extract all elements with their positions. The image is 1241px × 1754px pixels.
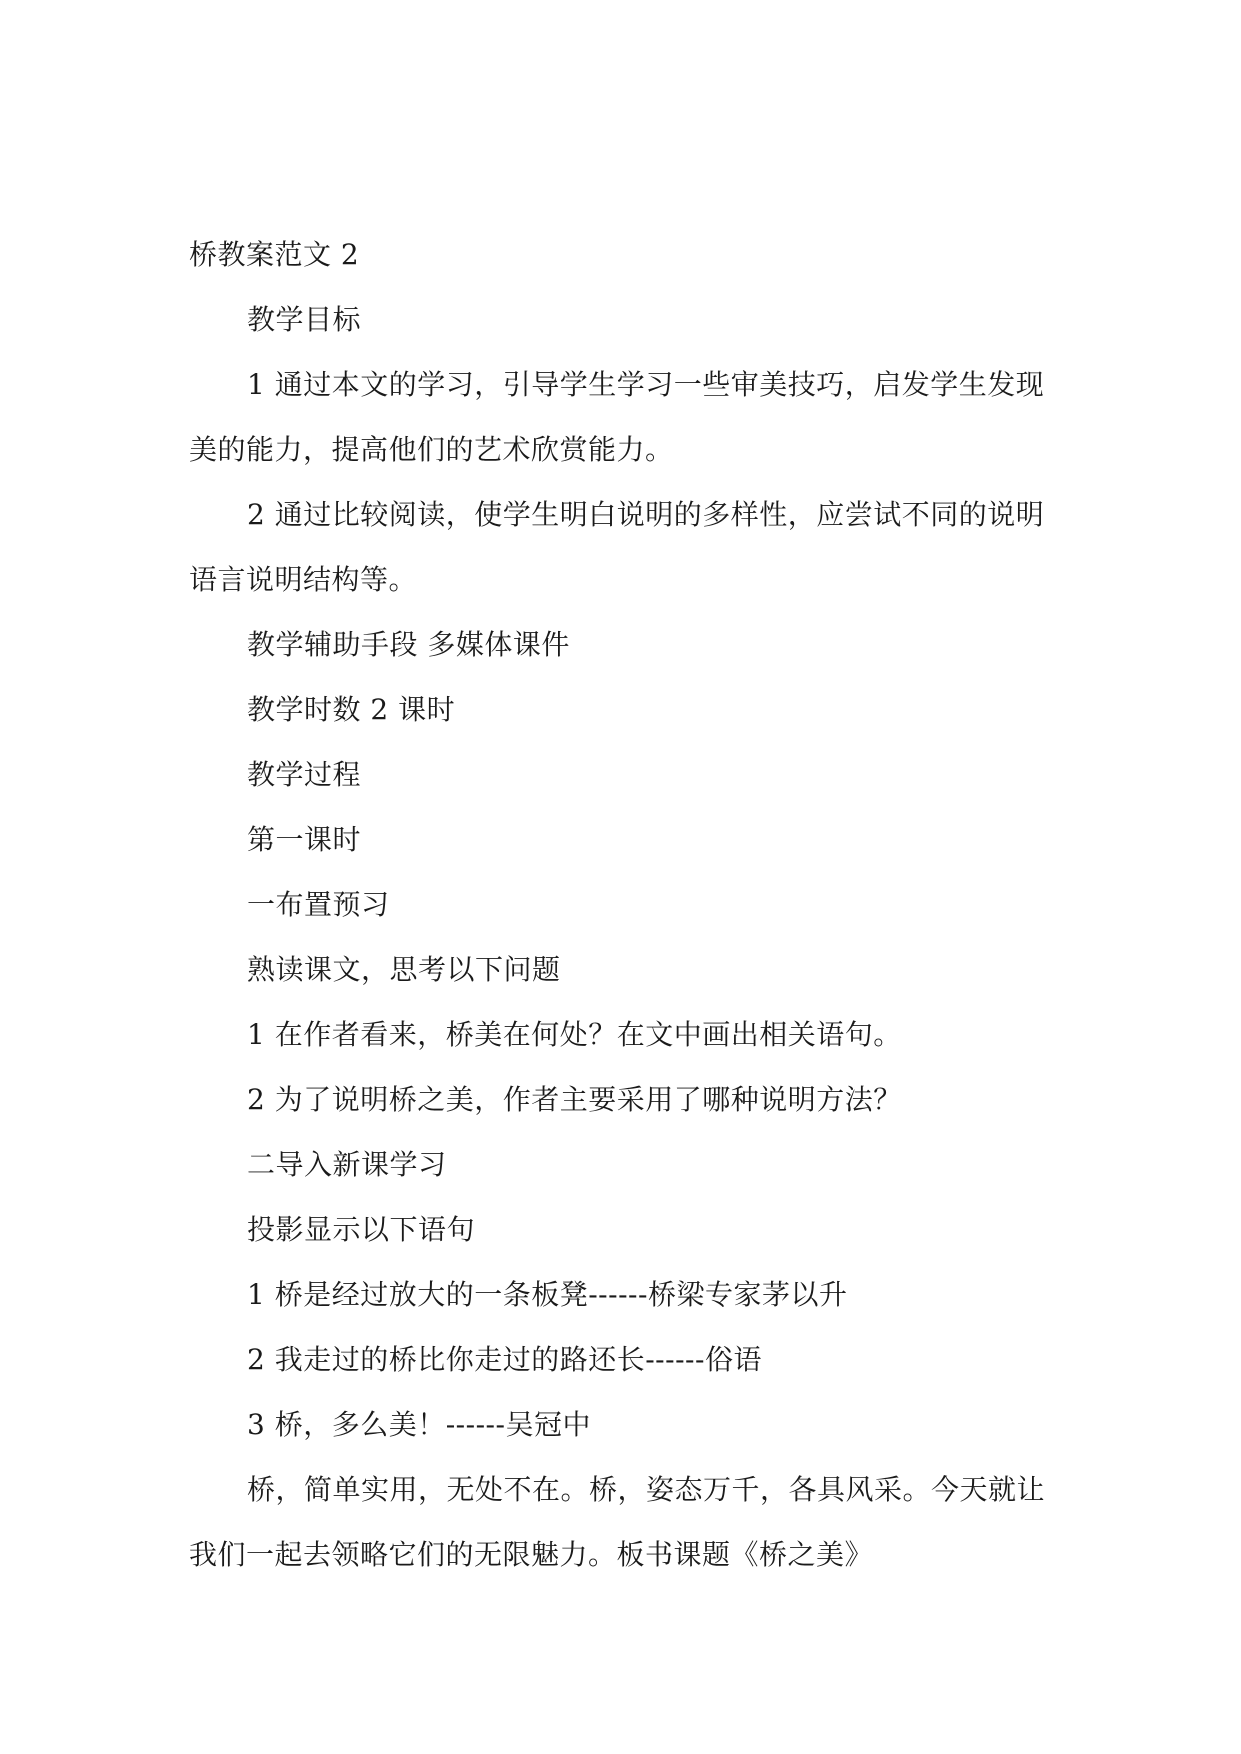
paragraph-preview-instruction: 熟读课文，思考以下问题 [247, 953, 561, 986]
paragraph-quote-1: 1 桥是经过放大的一条板凳------桥梁专家茅以升 [247, 1278, 848, 1311]
paragraph-question-2: 2 为了说明桥之美，作者主要采用了哪种说明方法？ [247, 1083, 902, 1116]
paragraph-projection-instruction: 投影显示以下语句 [247, 1213, 476, 1246]
paragraph-teaching-hours: 教学时数 2 课时 [247, 693, 456, 726]
paragraph-objectives-heading: 教学目标 [247, 303, 362, 336]
paragraph-teaching-aids: 教学辅助手段 多媒体课件 [247, 628, 570, 661]
paragraph-objective-2: 2 通过比较阅读，使学生明白说明的多样性，应尝试不同的说明语言说明结构等。 [189, 498, 1045, 596]
paragraph-preview-heading: 一布置预习 [247, 888, 390, 921]
paragraph-objective-1: 1 通过本文的学习，引导学生学习一些审美技巧，启发学生发现美的能力，提高他们的艺术欣赏能力。 [189, 368, 1045, 466]
document-title: 桥教案范文 2 [189, 238, 360, 271]
paragraph-quote-2: 2 我走过的桥比你走过的路还长------俗语 [247, 1343, 762, 1376]
paragraph-quote-3: 3 桥，多么美！------吴冠中 [247, 1408, 591, 1441]
document-body [189, 222, 1059, 1587]
paragraph-new-lesson-heading: 二导入新课学习 [247, 1148, 447, 1181]
paragraph-question-1: 1 在作者看来，桥美在何处？在文中画出相关语句。 [247, 1018, 902, 1051]
paragraph-process-heading: 教学过程 [247, 758, 362, 791]
paragraph-first-lesson: 第一课时 [247, 823, 362, 856]
paragraph-introduction: 桥，简单实用，无处不在。桥，姿态万千，各具风采。今天就让我们一起去领略它们的无限魅力。板书课题《桥之美》 [189, 1473, 1046, 1571]
